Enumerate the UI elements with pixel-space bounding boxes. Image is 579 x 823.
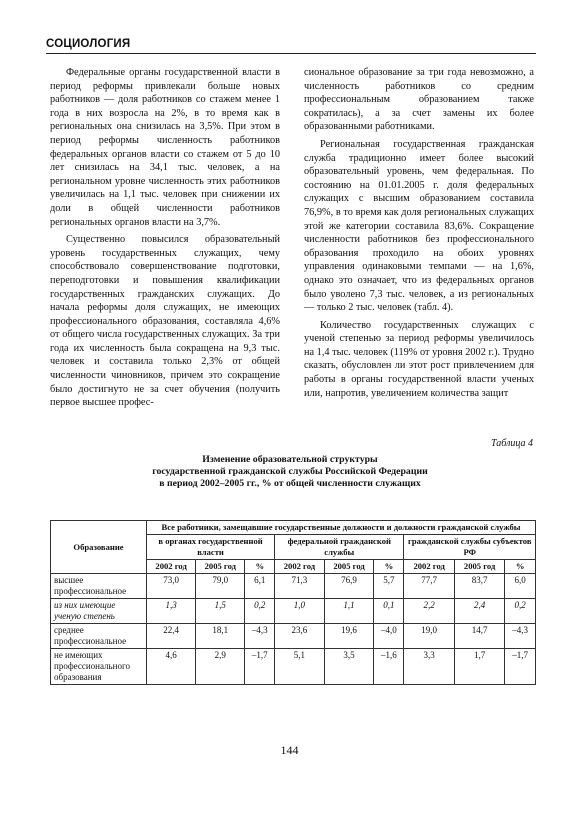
- table-cell: 23,6: [275, 624, 325, 649]
- row-label: не имеющих профессионального образования: [51, 649, 147, 685]
- paragraph: Количество государственных служащих с ученой степенью за период реформы увеличилось на 1,4 тыс. человек (119% от уровня 2002 г.). Трудно сказать, обусловлен ли этот рост привлечением для работы в органы государственной власти ученых или, напротив, увеличением количества защит: [304, 319, 534, 399]
- table-cell: 2,2: [404, 599, 454, 624]
- table-cell: 2,4: [454, 599, 504, 624]
- subheader-cell: %: [374, 560, 404, 574]
- subheader-cell: 2002 год: [275, 560, 325, 574]
- table-cell: –1,7: [245, 649, 275, 685]
- subheader-cell: 2005 год: [196, 560, 245, 574]
- subheader-cell: 2005 год: [324, 560, 374, 574]
- table-cell: 4,6: [147, 649, 196, 685]
- table-cell: 76,9: [324, 574, 374, 599]
- table-cell: 71,3: [275, 574, 325, 599]
- subheader-cell: 2002 год: [404, 560, 454, 574]
- table-cell: 3,5: [324, 649, 374, 685]
- subheader-cell: 2005 год: [454, 560, 504, 574]
- table-cell: 0,1: [374, 599, 404, 624]
- subheader-cell: %: [245, 560, 275, 574]
- right-column: [304, 66, 534, 404]
- row-label: высшее профессиональное: [51, 574, 147, 599]
- row-header-cell: Образование: [51, 521, 147, 574]
- table-cell: 79,0: [196, 574, 245, 599]
- table-title-line: Изменение образовательной структуры: [202, 454, 378, 465]
- section-title: СОЦИОЛОГИЯ: [46, 38, 131, 50]
- table-cell: –4,0: [374, 624, 404, 649]
- header-rule: [46, 53, 536, 54]
- page-number: 144: [280, 743, 299, 757]
- table-cell: 77,7: [404, 574, 454, 599]
- subheader-cell: %: [505, 560, 536, 574]
- table-row: [51, 624, 536, 649]
- row-label: из них имеющие ученую степень: [51, 599, 147, 624]
- table-cell: 6,1: [245, 574, 275, 599]
- table-cell: 5,1: [275, 649, 325, 685]
- table-cell: 1,5: [196, 599, 245, 624]
- table-cell: 6,0: [505, 574, 536, 599]
- table-cell: 19,0: [404, 624, 454, 649]
- table-cell: 19,6: [324, 624, 374, 649]
- paragraph: сиональное образование за три года невозможно, а численность работников со средним профессиональным образованием также сократилась), а за счет замены их более образованными работниками.: [304, 67, 534, 133]
- group-header-cell: в органах государственной власти: [147, 535, 275, 560]
- table-row: [51, 649, 536, 685]
- paragraph: Региональная государственная гражданская служба традиционно имеет более высокий образовательный уровень, чем федеральная. По состоянию на 01.01.2005 г. доля федеральных служащих с высшим образованием составила 76,9%, в то время как доля региональных служащих этой же категории составила 83,6%. Сокращение численности работников без профессионального образования проходило на обоих уровнях управления одинаковыми темпами — на 1,6%, однако это означает, что из федеральных органов было уволено 7,3 тыс. человек, а из региональных — только 2 тыс. человек (табл. 4).: [304, 138, 534, 314]
- paragraph: Существенно повысился образовательный уровень государственных служащих, чему способствовало совершенствование подготовки, переподготовки и повышения квалификации государственных гражданских служащих. До начала реформы доля служащих, не имеющих профессионального образования, составляла 4,6% от общего числа государственных служащих. За три года их численность была сокращена на 9,3 тыс. человек и составила только 2,3% от общей численности чиновников, причем это сокращение было достигнуто не за счет обучения (получить первое высшее профес-: [50, 234, 280, 409]
- group-header-cell: гражданской службы субъектов РФ: [404, 535, 536, 560]
- table-cell: 14,7: [454, 624, 504, 649]
- table-cell: –4,3: [505, 624, 536, 649]
- table-cell: 83,7: [454, 574, 504, 599]
- education-table: [50, 520, 536, 685]
- table-row: [51, 574, 536, 599]
- table-cell: 18,1: [196, 624, 245, 649]
- table-title: [60, 454, 520, 490]
- table-cell: 0,2: [245, 599, 275, 624]
- subheader-cell: 2002 год: [147, 560, 196, 574]
- left-column: [50, 66, 280, 414]
- table-caption: Таблица 4: [491, 438, 533, 449]
- table-cell: 5,7: [374, 574, 404, 599]
- running-header: [46, 38, 536, 54]
- table-cell: 2,9: [196, 649, 245, 685]
- group-header-cell: федеральной гражданской службы: [275, 535, 404, 560]
- table-cell: 1,7: [454, 649, 504, 685]
- top-header-cell: Все работники, замещавшие государственные должности и должности гражданской службы: [147, 521, 536, 535]
- table-title-line: государственной гражданской службы Российской Федерации: [152, 466, 428, 477]
- table-cell: 0,2: [505, 599, 536, 624]
- paragraph: Федеральные органы государственной власти в период реформы привлекали больше новых работников — доля работников со стажем менее 1 года в них возросла на 2%, в то время как в региональных она снизилась на 3,5%. При этом в период реформы численность работников федеральных органов власти со стажем от 5 до 10 лет снизилась на 34,1 тыс. человек, а на региональном уровне численность этих работников увеличилась на 1,1 тыс. человек при снижении их доли в общей численности работников региональных органов власти на 3,7%.: [50, 67, 280, 228]
- table-cell: –4,3: [245, 624, 275, 649]
- table-cell: 1,3: [147, 599, 196, 624]
- table-title-line: в период 2002–2005 гг., % от общей численности служащих: [159, 478, 421, 489]
- row-label: среднее профессиональное: [51, 624, 147, 649]
- table-cell: 3,3: [404, 649, 454, 685]
- table-cell: 22,4: [147, 624, 196, 649]
- table-cell: 73,0: [147, 574, 196, 599]
- table-cell: 1,0: [275, 599, 325, 624]
- table-cell: 1,1: [324, 599, 374, 624]
- table-cell: –1,6: [374, 649, 404, 685]
- table-cell: –1,7: [505, 649, 536, 685]
- table-row: [51, 599, 536, 624]
